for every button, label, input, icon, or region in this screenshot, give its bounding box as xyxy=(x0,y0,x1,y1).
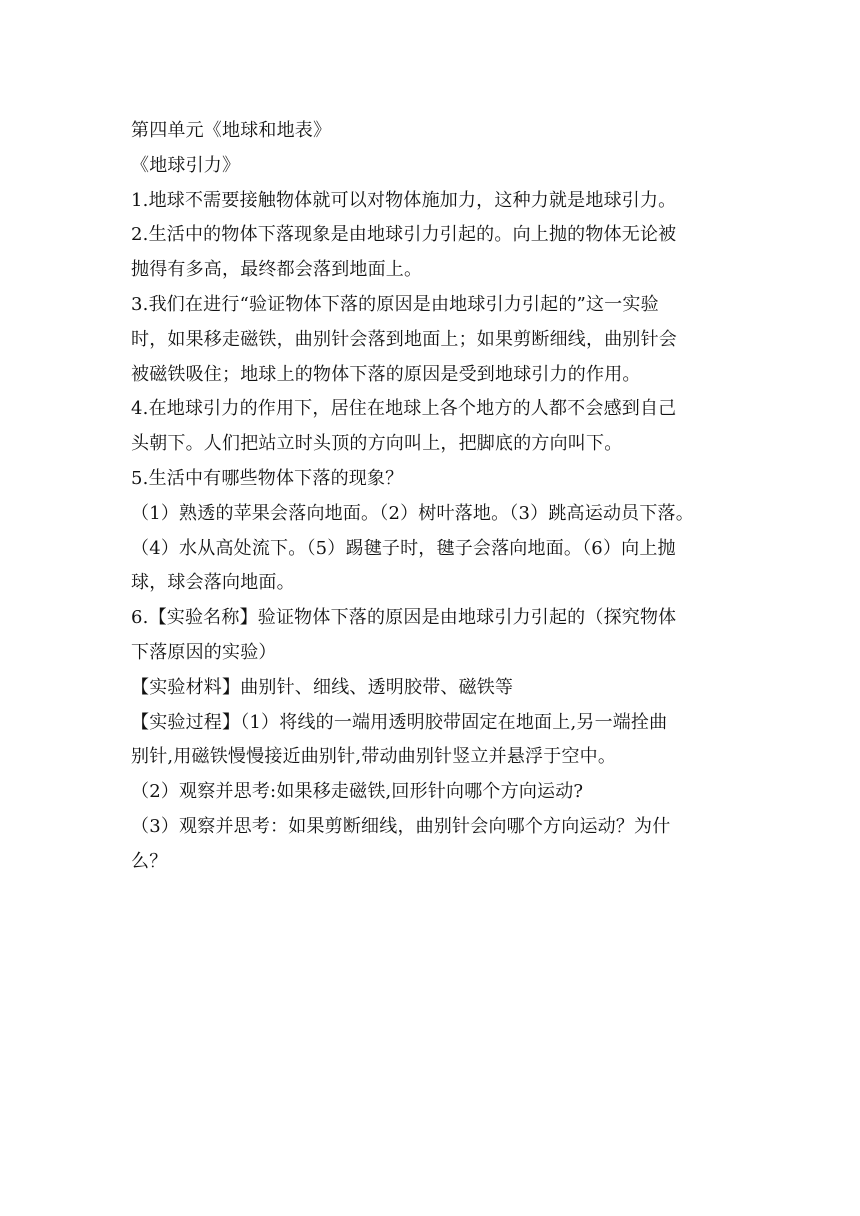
unit-title: 第四单元《地球和地表》 xyxy=(131,120,332,141)
text-line: （3）观察并思考：如果剪断细线，曲别针会向哪个方向运动？为什 xyxy=(131,815,671,837)
text-line: 球，球会落向地面。 xyxy=(131,572,295,594)
text-line: 抛得有多高，最终都会落到地面上。 xyxy=(131,259,423,281)
text-line: 1.地球不需要接触物体就可以对物体施加力，这种力就是地球引力。 xyxy=(131,189,677,211)
text-line: 被磁铁吸住；地球上的物体下落的原因是受到地球引力的作用。 xyxy=(131,363,641,385)
text-line: 【实验过程】（1）将线的一端用透明胶带固定在地面上,另一端拴曲 xyxy=(131,711,668,733)
text-line: 别针,用磁铁慢慢接近曲别针,带动曲别针竖立并悬浮于空中。 xyxy=(131,746,617,768)
section-title: 《地球引力》 xyxy=(131,154,241,176)
text-line: 4.在地球引力的作用下，居住在地球上各个地方的人都不会感到自己 xyxy=(131,398,677,420)
text-line: 头朝下。人们把站立时头顶的方向叫上，把脚底的方向叫下。 xyxy=(131,433,623,455)
text-line: 么？ xyxy=(131,850,168,872)
text-line: 5.生活中有哪些物体下落的现象？ xyxy=(131,467,404,489)
text-line: 【实验材料】曲别针、细线、透明胶带、磁铁等 xyxy=(131,676,514,698)
text-line: 2.生活中的物体下落现象是由地球引力引起的。向上抛的物体无论被 xyxy=(131,224,677,246)
text-line: （1）熟透的苹果会落向地面。（2）树叶落地。（3）跳高运动员下落。 xyxy=(131,502,694,524)
text-line: （2）观察并思考:如果移走磁铁,回形针向哪个方向运动? xyxy=(131,781,584,803)
text-line: 6.【实验名称】验证物体下落的原因是由地球引力引起的（探究物体 xyxy=(131,607,677,629)
text-line: （4）水从高处流下。（5）踢毽子时，毽子会落向地面。（6）向上抛 xyxy=(131,537,676,559)
text-line: 3.我们在进行“验证物体下落的原因是由地球引力引起的”这一实验 xyxy=(131,293,659,315)
text-line: 下落原因的实验） xyxy=(131,641,277,663)
text-line: 时，如果移走磁铁，曲别针会落到地面上；如果剪断细线，曲别针会 xyxy=(131,328,677,350)
document-body xyxy=(131,114,731,880)
